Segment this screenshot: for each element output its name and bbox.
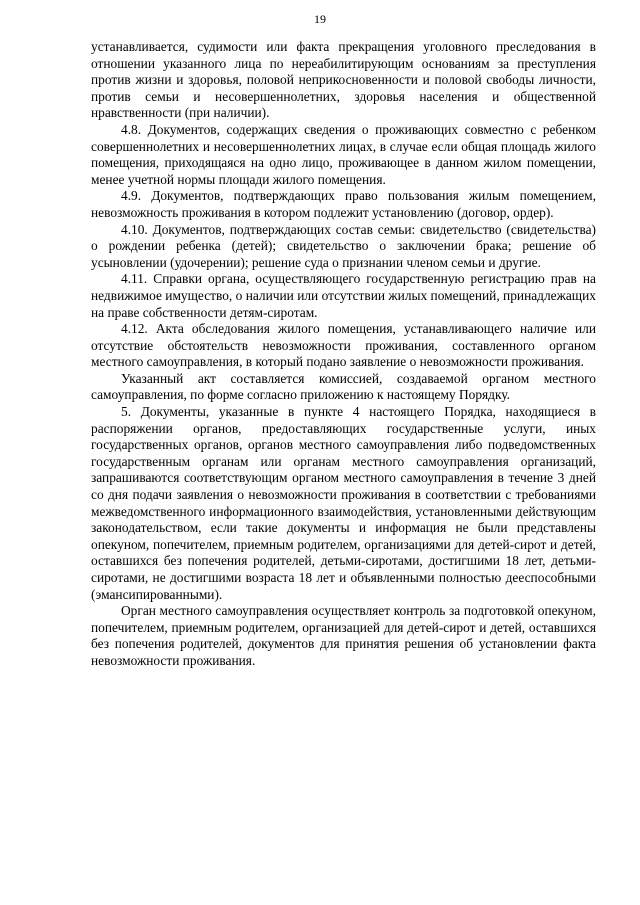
paragraph-4-10: 4.10. Документов, подтверждающих состав семьи: свидетельство (свидетельства) о рождении ребенка (детей); свидетельство о заключении брака; решение об усыновлении (удочерении); решение суда о признании членом семьи и другие. <box>91 221 596 270</box>
paragraph-4-8: 4.8. Документов, содержащих сведения о проживающих совместно с ребенком совершеннолетних и несовершеннолетних лицах, в случае если общая площадь жилого помещения, приходящаяся на одно лицо, проживающее в данном жилом помещении, менее учетной нормы площади жилого помещения. <box>91 121 596 187</box>
paragraph-4-9: 4.9. Документов, подтверждающих право пользования жилым помещением, невозможность проживания в котором подлежит установлению (договор, ордер). <box>91 188 596 220</box>
paragraph-criminal-record: устанавливается, судимости или факта прекращения уголовного преследования в отношении указанного лица по нереабилитирующим основаниям за преступления против жизни и здоровья, половой неприкосновенности и половой свободы личности, против семьи и несовершеннолетних, здоровья населения и общественной нравственности (при наличии). <box>91 39 596 121</box>
paragraph-4-11: 4.11. Справки органа, осуществляющего государственную регистрацию прав на недвижимое имущество, о наличии или отсутствии жилых помещений, принадлежащих на праве собственности детям-сиротам. <box>91 271 596 320</box>
paragraph-4-12: 4.12. Акта обследования жилого помещения, устанавливающего наличие или отсутствие обстоятельств невозможности проживания, составленного органом местного самоуправления, в который подано заявление о невозможности проживания. <box>91 321 596 370</box>
page-number: 19 <box>314 12 326 26</box>
document-body <box>91 39 596 670</box>
paragraph-control: Орган местного самоуправления осуществляет контроль за подготовкой опекуном, попечителем, приемным родителем, организацией для детей-сирот и детей, оставшихся без попечения родителей, документов для принятия решения об установлении факта невозможности проживания. <box>91 603 596 668</box>
paragraph-5: 5. Документы, указанные в пункте 4 настоящего Порядка, находящиеся в распоряжении органов, предоставляющих государственные услуги, иных государственных органов, органов местного самоуправления либо подведомственных государственным органам или органам местного самоуправления организаций, запрашиваются соответствующим органом местного самоуправления в течение 3 дней со дня подачи заявления о невозможности проживания в соответствии с требованиями межведомственного информационного взаимодействия, установленными действующим законодательством, если такие документы и информация не были представлены опекуном, попечителем, приемным родителем, организациями для детей-сирот и детей, оставшихся без попечения родителей, детьми-сиротами, достигшими 18 лет, детьми-сиротами, не достигшими возраста 18 лет и объявленными полностью дееспособными (эмансипированными). <box>91 404 596 602</box>
paragraph-commission-act: Указанный акт составляется комиссией, создаваемой органом местного самоуправления, по форме согласно приложению к настоящему Порядку. <box>91 370 596 403</box>
